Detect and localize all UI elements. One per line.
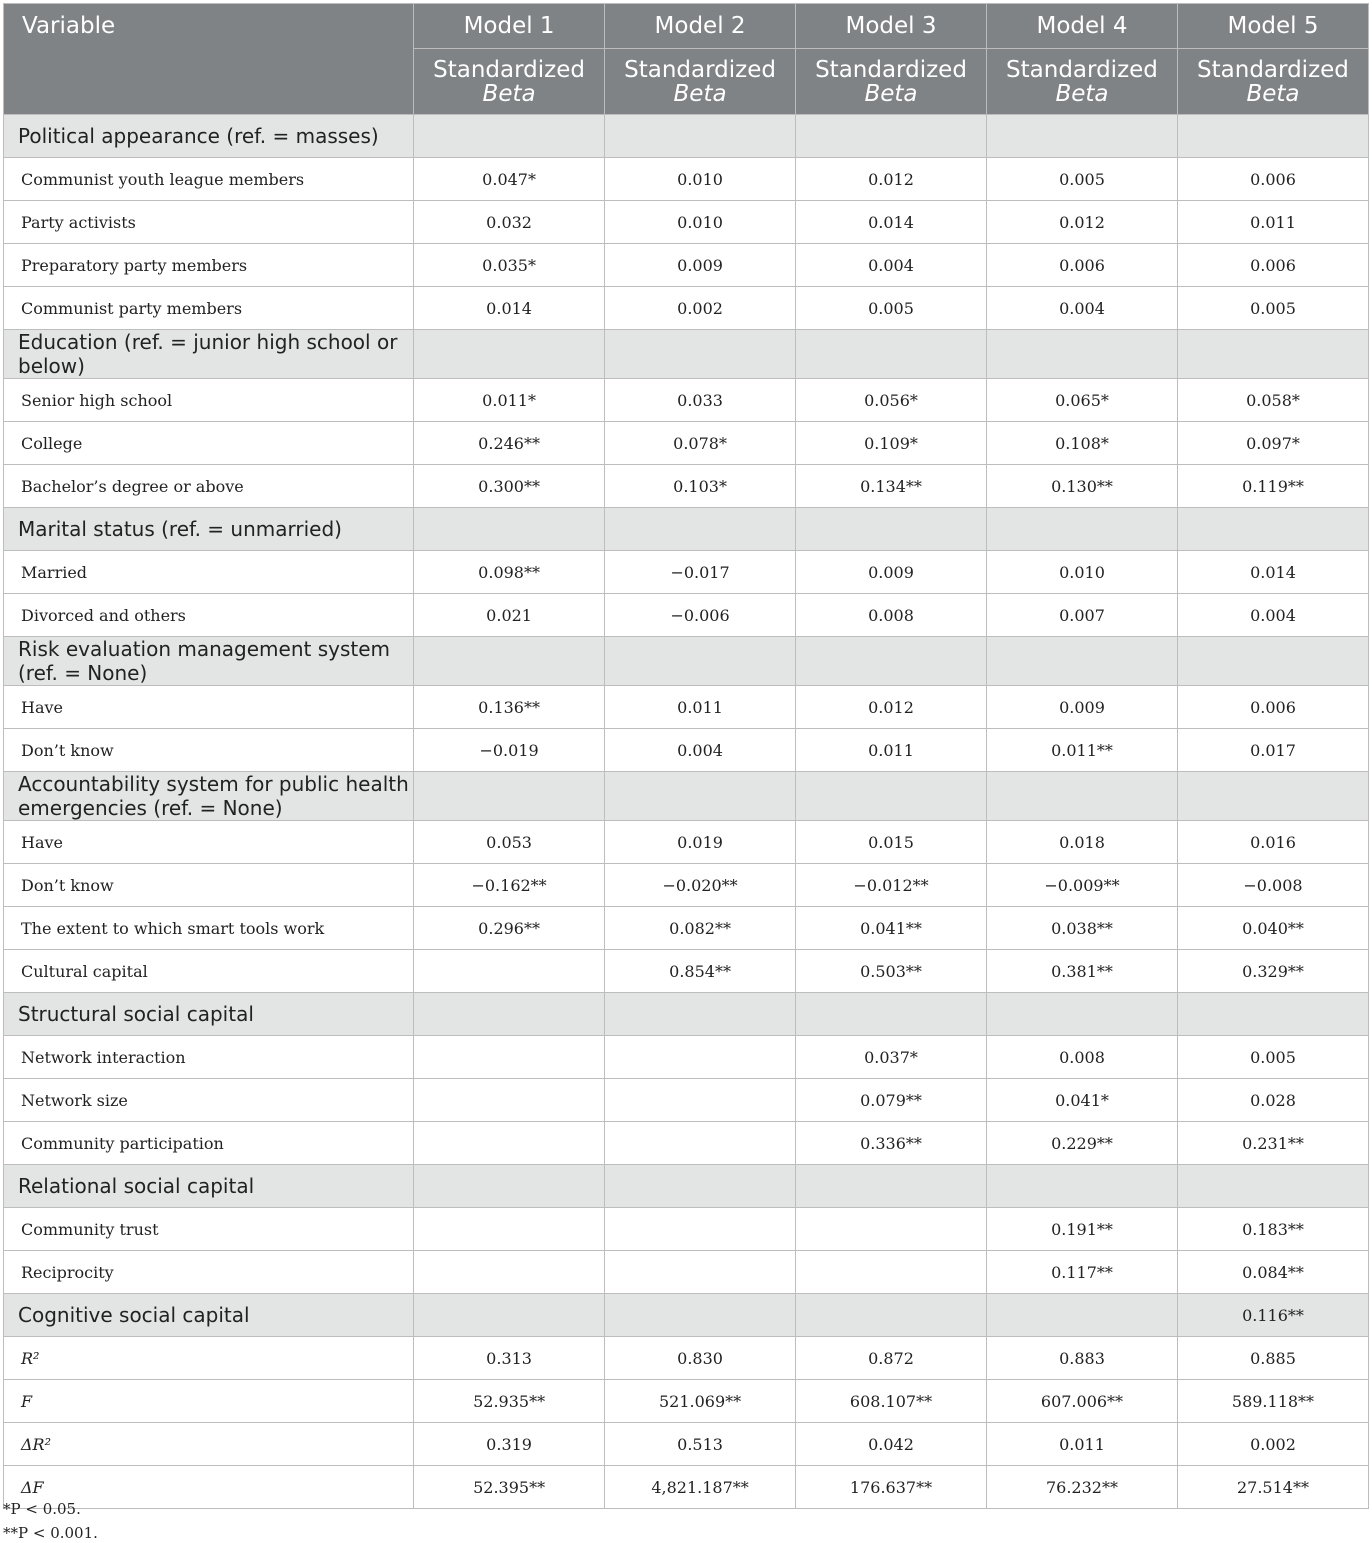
model-4-value: 0.009 <box>987 686 1178 729</box>
table-row <box>4 1079 1369 1122</box>
subheader-line2: Beta <box>864 80 918 107</box>
model-1-value <box>414 1079 605 1122</box>
model-4-value: 76.232** <box>987 1466 1178 1509</box>
model-5-value: 0.011 <box>1177 201 1368 244</box>
section-row <box>4 993 1369 1036</box>
table-row <box>4 551 1369 594</box>
model-4-value <box>987 330 1178 379</box>
model-2-value: −0.017 <box>605 551 796 594</box>
model-2-value <box>605 1036 796 1079</box>
model-header: Model 2 <box>605 4 796 49</box>
model-1-value: −0.162** <box>414 864 605 907</box>
model-1-value <box>414 637 605 686</box>
section-label: Education (ref. = junior high school or below) <box>4 330 414 379</box>
model-1-value: 0.021 <box>414 594 605 637</box>
model-4-value <box>987 993 1178 1036</box>
model-4-value <box>987 1165 1178 1208</box>
model-5-value: 0.006 <box>1177 244 1368 287</box>
table-row <box>4 201 1369 244</box>
model-5-value: 0.058* <box>1177 379 1368 422</box>
model-5-value: 0.028 <box>1177 1079 1368 1122</box>
variable-label: Community trust <box>4 1208 414 1251</box>
model-3-value: 0.005 <box>796 287 987 330</box>
table-header <box>4 4 1369 115</box>
variable-label: F <box>4 1380 414 1423</box>
model-3-value: 0.004 <box>796 244 987 287</box>
model-1-value <box>414 993 605 1036</box>
model-5-value <box>1177 637 1368 686</box>
model-3-value <box>796 1251 987 1294</box>
section-row <box>4 508 1369 551</box>
model-2-value <box>605 1079 796 1122</box>
subheader-line1: Standardized <box>815 56 967 83</box>
model-4-value: 0.108* <box>987 422 1178 465</box>
model-1-value <box>414 330 605 379</box>
model-2-value: 0.513 <box>605 1423 796 1466</box>
variable-label: Reciprocity <box>4 1251 414 1294</box>
model-1-value <box>414 950 605 993</box>
section-label: Risk evaluation management system (ref. = None) <box>4 637 414 686</box>
model-4-value: 0.130** <box>987 465 1178 508</box>
model-3-value: 0.042 <box>796 1423 987 1466</box>
subheader-line2: Beta <box>673 80 727 107</box>
model-1-value: 0.011* <box>414 379 605 422</box>
model-5-value: 0.014 <box>1177 551 1368 594</box>
table-row <box>4 1251 1369 1294</box>
model-5-value: 0.231** <box>1177 1122 1368 1165</box>
model-5-value <box>1177 993 1368 1036</box>
model-1-value: −0.019 <box>414 729 605 772</box>
model-3-value: 0.056* <box>796 379 987 422</box>
model-2-value <box>605 772 796 821</box>
table-row <box>4 821 1369 864</box>
model-3-value: 0.012 <box>796 158 987 201</box>
variable-label: ΔR² <box>4 1423 414 1466</box>
model-5-value: 0.084** <box>1177 1251 1368 1294</box>
table-row <box>4 1036 1369 1079</box>
model-3-value <box>796 1294 987 1337</box>
model-5-value: 0.097* <box>1177 422 1368 465</box>
model-1-value: 0.246** <box>414 422 605 465</box>
model-header: Model 5 <box>1177 4 1368 49</box>
model-3-value: 0.503** <box>796 950 987 993</box>
model-4-value: −0.009** <box>987 864 1178 907</box>
model-2-value: 0.010 <box>605 201 796 244</box>
variable-label: Don’t know <box>4 864 414 907</box>
model-1-value <box>414 1294 605 1337</box>
model-1-value <box>414 1122 605 1165</box>
model-2-value <box>605 1251 796 1294</box>
variable-header: Variable <box>4 4 414 115</box>
model-2-value: 0.033 <box>605 379 796 422</box>
variable-label: The extent to which smart tools work <box>4 907 414 950</box>
table-row <box>4 422 1369 465</box>
model-5-value: 0.116** <box>1177 1294 1368 1337</box>
model-4-value <box>987 637 1178 686</box>
model-2-value: −0.006 <box>605 594 796 637</box>
model-4-value <box>987 1294 1178 1337</box>
model-2-value: 0.830 <box>605 1337 796 1380</box>
table-row <box>4 1122 1369 1165</box>
model-3-value <box>796 508 987 551</box>
model-2-value <box>605 1122 796 1165</box>
model-2-value: 0.082** <box>605 907 796 950</box>
model-1-value: 0.296** <box>414 907 605 950</box>
model-4-value: 0.004 <box>987 287 1178 330</box>
model-3-value: 0.134** <box>796 465 987 508</box>
model-4-value: 0.229** <box>987 1122 1178 1165</box>
model-1-value: 52.395** <box>414 1466 605 1509</box>
model-3-value <box>796 115 987 158</box>
model-4-value: 0.005 <box>987 158 1178 201</box>
model-1-value: 0.014 <box>414 287 605 330</box>
model-4-value: 0.011 <box>987 1423 1178 1466</box>
subheader-line2: Beta <box>482 80 536 107</box>
variable-label: Cultural capital <box>4 950 414 993</box>
regression-table <box>3 3 1369 1509</box>
table-row <box>4 907 1369 950</box>
model-4-value: 0.010 <box>987 551 1178 594</box>
variable-label: Don’t know <box>4 729 414 772</box>
model-5-value: 27.514** <box>1177 1466 1368 1509</box>
model-5-value: 0.002 <box>1177 1423 1368 1466</box>
model-2-value <box>605 1165 796 1208</box>
beta-subheader <box>414 49 605 115</box>
model-4-value: 0.008 <box>987 1036 1178 1079</box>
model-2-value <box>605 637 796 686</box>
section-label: Marital status (ref. = unmarried) <box>4 508 414 551</box>
table-row <box>4 465 1369 508</box>
model-3-value: 0.011 <box>796 729 987 772</box>
model-5-value: 0.040** <box>1177 907 1368 950</box>
model-2-value <box>605 1294 796 1337</box>
model-2-value: 0.011 <box>605 686 796 729</box>
model-5-value: 0.329** <box>1177 950 1368 993</box>
table-row <box>4 379 1369 422</box>
model-4-value: 0.006 <box>987 244 1178 287</box>
model-1-value <box>414 508 605 551</box>
table-row <box>4 244 1369 287</box>
footnote-p001: **P < 0.001. <box>3 1524 98 1542</box>
section-label: Political appearance (ref. = masses) <box>4 115 414 158</box>
stat-row <box>4 1380 1369 1423</box>
section-row <box>4 330 1369 379</box>
variable-label: Divorced and others <box>4 594 414 637</box>
table-body <box>4 115 1369 1509</box>
model-5-value: 0.183** <box>1177 1208 1368 1251</box>
section-label: Cognitive social capital <box>4 1294 414 1337</box>
stat-row <box>4 1423 1369 1466</box>
model-3-value: 0.008 <box>796 594 987 637</box>
model-4-value: 0.191** <box>987 1208 1178 1251</box>
model-1-value <box>414 1251 605 1294</box>
stat-row <box>4 1466 1369 1509</box>
model-2-value: 0.004 <box>605 729 796 772</box>
table-row <box>4 287 1369 330</box>
variable-label: R² <box>4 1337 414 1380</box>
model-4-value: 0.038** <box>987 907 1178 950</box>
model-4-value: 0.012 <box>987 201 1178 244</box>
model-5-value <box>1177 330 1368 379</box>
model-1-value: 0.098** <box>414 551 605 594</box>
model-3-value: 0.012 <box>796 686 987 729</box>
subheader-line1: Standardized <box>624 56 776 83</box>
variable-label: Have <box>4 821 414 864</box>
model-4-value: 0.011** <box>987 729 1178 772</box>
section-row <box>4 1165 1369 1208</box>
table-row <box>4 1208 1369 1251</box>
model-1-value: 52.935** <box>414 1380 605 1423</box>
subheader-line1: Standardized <box>1006 56 1158 83</box>
model-5-value: 0.005 <box>1177 1036 1368 1079</box>
model-2-value <box>605 115 796 158</box>
model-2-value <box>605 508 796 551</box>
model-4-value: 0.381** <box>987 950 1178 993</box>
model-1-value: 0.053 <box>414 821 605 864</box>
model-3-value <box>796 993 987 1036</box>
model-3-value: 0.009 <box>796 551 987 594</box>
subheader-line2: Beta <box>1055 80 1109 107</box>
model-1-value <box>414 772 605 821</box>
table-row <box>4 158 1369 201</box>
model-1-value: 0.136** <box>414 686 605 729</box>
model-5-value: 0.006 <box>1177 686 1368 729</box>
model-2-value: 4,821.187** <box>605 1466 796 1509</box>
variable-label: ΔF <box>4 1466 414 1509</box>
model-5-value: 0.006 <box>1177 158 1368 201</box>
model-2-value <box>605 1208 796 1251</box>
model-5-value: 0.017 <box>1177 729 1368 772</box>
model-3-value: 0.041** <box>796 907 987 950</box>
model-3-value <box>796 1165 987 1208</box>
beta-subheader <box>1177 49 1368 115</box>
model-1-value <box>414 1165 605 1208</box>
variable-label: Party activists <box>4 201 414 244</box>
variable-label: Network size <box>4 1079 414 1122</box>
section-row <box>4 1294 1369 1337</box>
model-2-value <box>605 993 796 1036</box>
stat-row <box>4 1337 1369 1380</box>
model-1-value: 0.313 <box>414 1337 605 1380</box>
variable-label: Married <box>4 551 414 594</box>
model-5-value: 0.004 <box>1177 594 1368 637</box>
section-label: Structural social capital <box>4 993 414 1036</box>
variable-label: Network interaction <box>4 1036 414 1079</box>
beta-subheader <box>796 49 987 115</box>
model-3-value <box>796 637 987 686</box>
beta-subheader <box>987 49 1178 115</box>
section-label: Relational social capital <box>4 1165 414 1208</box>
model-2-value: 0.103* <box>605 465 796 508</box>
section-row <box>4 772 1369 821</box>
variable-label: Communist party members <box>4 287 414 330</box>
model-5-value <box>1177 1165 1368 1208</box>
model-3-value: 608.107** <box>796 1380 987 1423</box>
model-2-value: 521.069** <box>605 1380 796 1423</box>
model-5-value <box>1177 772 1368 821</box>
footnote-p05: *P < 0.05. <box>3 1500 81 1518</box>
subheader-line1: Standardized <box>433 56 585 83</box>
section-row <box>4 637 1369 686</box>
variable-label: Preparatory party members <box>4 244 414 287</box>
model-4-value: 0.018 <box>987 821 1178 864</box>
model-header: Model 1 <box>414 4 605 49</box>
model-1-value: 0.035* <box>414 244 605 287</box>
model-3-value: 0.109* <box>796 422 987 465</box>
model-3-value: 0.336** <box>796 1122 987 1165</box>
section-row <box>4 115 1369 158</box>
model-header: Model 4 <box>987 4 1178 49</box>
model-3-value: 0.037* <box>796 1036 987 1079</box>
model-2-value: 0.019 <box>605 821 796 864</box>
model-3-value: 176.637** <box>796 1466 987 1509</box>
model-2-value: 0.010 <box>605 158 796 201</box>
variable-label: Senior high school <box>4 379 414 422</box>
model-1-value <box>414 115 605 158</box>
regression-table-container <box>3 3 1369 1509</box>
model-1-value: 0.319 <box>414 1423 605 1466</box>
model-5-value: −0.008 <box>1177 864 1368 907</box>
model-2-value: −0.020** <box>605 864 796 907</box>
model-3-value <box>796 330 987 379</box>
variable-label: Have <box>4 686 414 729</box>
subheader-line2: Beta <box>1246 80 1300 107</box>
table-row <box>4 729 1369 772</box>
model-4-value: 0.065* <box>987 379 1178 422</box>
model-4-value: 0.007 <box>987 594 1178 637</box>
model-5-value: 0.885 <box>1177 1337 1368 1380</box>
table-row <box>4 594 1369 637</box>
model-5-value <box>1177 508 1368 551</box>
variable-label: Bachelor’s degree or above <box>4 465 414 508</box>
variable-label: College <box>4 422 414 465</box>
model-3-value <box>796 1208 987 1251</box>
subheader-line1: Standardized <box>1197 56 1349 83</box>
model-2-value: 0.009 <box>605 244 796 287</box>
beta-subheader <box>605 49 796 115</box>
model-1-value: 0.047* <box>414 158 605 201</box>
model-1-value: 0.300** <box>414 465 605 508</box>
model-4-value <box>987 115 1178 158</box>
model-4-value: 607.006** <box>987 1380 1178 1423</box>
model-3-value: −0.012** <box>796 864 987 907</box>
model-1-value <box>414 1036 605 1079</box>
model-2-value: 0.002 <box>605 287 796 330</box>
model-3-value: 0.014 <box>796 201 987 244</box>
model-4-value: 0.041* <box>987 1079 1178 1122</box>
table-row <box>4 950 1369 993</box>
model-5-value: 0.016 <box>1177 821 1368 864</box>
model-5-value: 0.119** <box>1177 465 1368 508</box>
model-3-value: 0.079** <box>796 1079 987 1122</box>
model-2-value: 0.078* <box>605 422 796 465</box>
model-4-value <box>987 772 1178 821</box>
section-label: Accountability system for public health emergencies (ref. = None) <box>4 772 414 821</box>
table-row <box>4 864 1369 907</box>
model-1-value <box>414 1208 605 1251</box>
model-4-value: 0.883 <box>987 1337 1178 1380</box>
model-2-value <box>605 330 796 379</box>
model-3-value <box>796 772 987 821</box>
model-5-value <box>1177 115 1368 158</box>
model-4-value: 0.117** <box>987 1251 1178 1294</box>
model-4-value <box>987 508 1178 551</box>
model-3-value: 0.872 <box>796 1337 987 1380</box>
table-row <box>4 686 1369 729</box>
model-5-value: 589.118** <box>1177 1380 1368 1423</box>
model-2-value: 0.854** <box>605 950 796 993</box>
model-3-value: 0.015 <box>796 821 987 864</box>
model-5-value: 0.005 <box>1177 287 1368 330</box>
variable-label: Communist youth league members <box>4 158 414 201</box>
variable-label: Community participation <box>4 1122 414 1165</box>
model-1-value: 0.032 <box>414 201 605 244</box>
model-header: Model 3 <box>796 4 987 49</box>
